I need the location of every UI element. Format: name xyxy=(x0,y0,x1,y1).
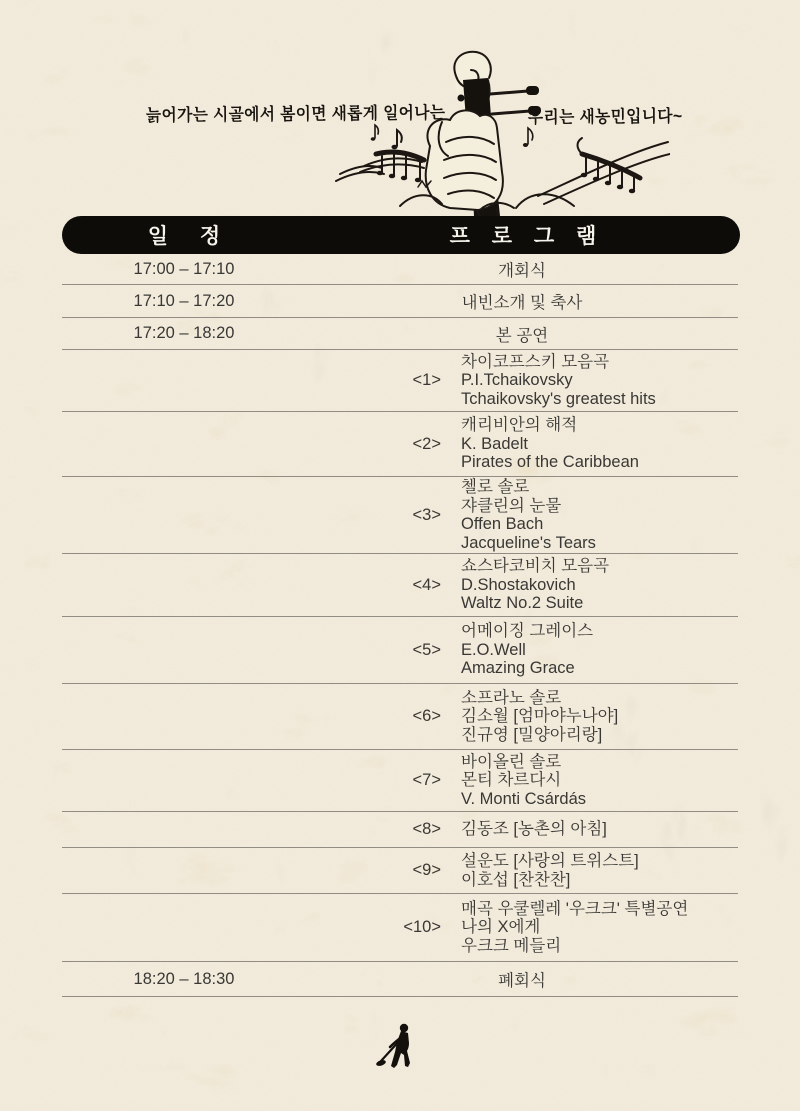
item-line: D.Shostakovich xyxy=(461,575,576,594)
table-row xyxy=(62,254,738,285)
item-lines xyxy=(461,416,738,472)
program-cell: 폐회식 xyxy=(498,972,546,990)
item-number: <6> xyxy=(412,707,441,725)
program-cell: 내빈소개 및 축사 xyxy=(461,294,583,312)
item-line: 우크크 메들리 xyxy=(461,936,562,955)
table-row-item-5 xyxy=(62,617,738,684)
item-line: 김동조 [농촌의 아침] xyxy=(461,820,607,839)
item-line: 소프라노 솔로 xyxy=(461,688,562,707)
item-lines xyxy=(461,852,738,889)
table-row-item-1 xyxy=(62,350,738,412)
item-line: 어메이징 그레이스 xyxy=(461,622,594,641)
item-lines xyxy=(461,353,738,409)
item-line: 몬티 차르다시 xyxy=(461,771,562,790)
cello-hand-illustration-icon xyxy=(330,50,670,216)
table-row-item-4 xyxy=(62,554,738,617)
item-lines xyxy=(461,900,738,956)
table-row-item-9 xyxy=(62,848,738,894)
item-number: <9> xyxy=(412,861,441,879)
tagline-left: 늙어가는 시골에서 봄이면 새롭게 일어나는 xyxy=(145,103,446,125)
item-lines xyxy=(461,753,738,809)
item-number: <3> xyxy=(412,505,441,524)
item-line: 설운도 [사랑의 트위스트] xyxy=(461,852,639,870)
item-number: <1> xyxy=(412,371,441,389)
table-row-item-7 xyxy=(62,750,738,812)
item-line: P.I.Tchaikovsky xyxy=(461,371,573,390)
table-row xyxy=(62,962,738,997)
program-column-header: 프 로 그 램 xyxy=(449,225,605,248)
item-line: K. Badelt xyxy=(461,434,528,453)
table-row xyxy=(62,285,738,318)
item-line: Amazing Grace xyxy=(461,659,575,678)
item-line: 쟈클린의 눈물 xyxy=(461,496,562,515)
item-line: 쇼스타코비치 모음곡 xyxy=(461,557,610,576)
item-lines xyxy=(461,478,738,552)
item-lines xyxy=(461,622,738,678)
table-row-item-6 xyxy=(62,684,738,750)
item-number: <4> xyxy=(412,575,441,594)
item-line: 바이올린 솔로 xyxy=(461,752,562,771)
time-cell: 18:20 – 18:30 xyxy=(133,969,235,988)
schedule-column-header: 일 정 xyxy=(147,225,234,248)
item-line: V. Monti Csárdás xyxy=(461,789,587,808)
item-line: 이호섭 [찬찬찬] xyxy=(461,870,571,889)
item-line: 나의 X에게 xyxy=(461,918,541,937)
item-line: 차이코프스키 모음곡 xyxy=(461,352,610,371)
item-lines xyxy=(461,557,738,613)
time-cell: 17:00 – 17:10 xyxy=(133,259,235,278)
item-line: E.O.Well xyxy=(461,640,526,659)
item-line: 김소월 [엄마야누나야] xyxy=(461,707,619,726)
item-line: 첼로 솔로 xyxy=(461,478,530,496)
item-line: 캐리비안의 해적 xyxy=(461,416,578,435)
table-row-item-8 xyxy=(62,812,738,848)
table-row-item-3 xyxy=(62,477,738,554)
time-cell: 17:10 – 17:20 xyxy=(133,291,235,310)
item-line: Pirates of the Caribbean xyxy=(461,453,639,472)
item-line: 진규영 [밀양아리랑] xyxy=(461,725,603,744)
farmer-silhouette-icon xyxy=(376,1022,424,1070)
table-row-item-10 xyxy=(62,894,738,962)
item-number: <2> xyxy=(412,434,441,453)
item-number: <8> xyxy=(412,820,441,838)
table-row xyxy=(62,318,738,350)
table-header-bar xyxy=(62,216,740,254)
tagline-right: 우리는 새농민입니다~ xyxy=(527,106,683,127)
item-line: 매곡 우쿨렐레 '우크크' 특별공연 xyxy=(461,899,689,918)
item-lines xyxy=(461,820,738,839)
item-line: Waltz No.2 Suite xyxy=(461,594,584,613)
program-table xyxy=(62,254,738,997)
item-number: <7> xyxy=(412,771,441,789)
item-line: Offen Bach xyxy=(461,515,544,533)
item-number: <5> xyxy=(412,640,441,659)
program-cell: 본 공연 xyxy=(495,326,549,345)
item-line: Tchaikovsky's greatest hits xyxy=(461,389,656,408)
item-lines xyxy=(461,689,738,745)
time-cell: 17:20 – 18:20 xyxy=(133,324,235,342)
program-cell: 개회식 xyxy=(498,262,546,280)
table-row-item-2 xyxy=(62,412,738,477)
item-number: <10> xyxy=(403,918,441,936)
item-line: Jacqueline's Tears xyxy=(461,533,596,552)
